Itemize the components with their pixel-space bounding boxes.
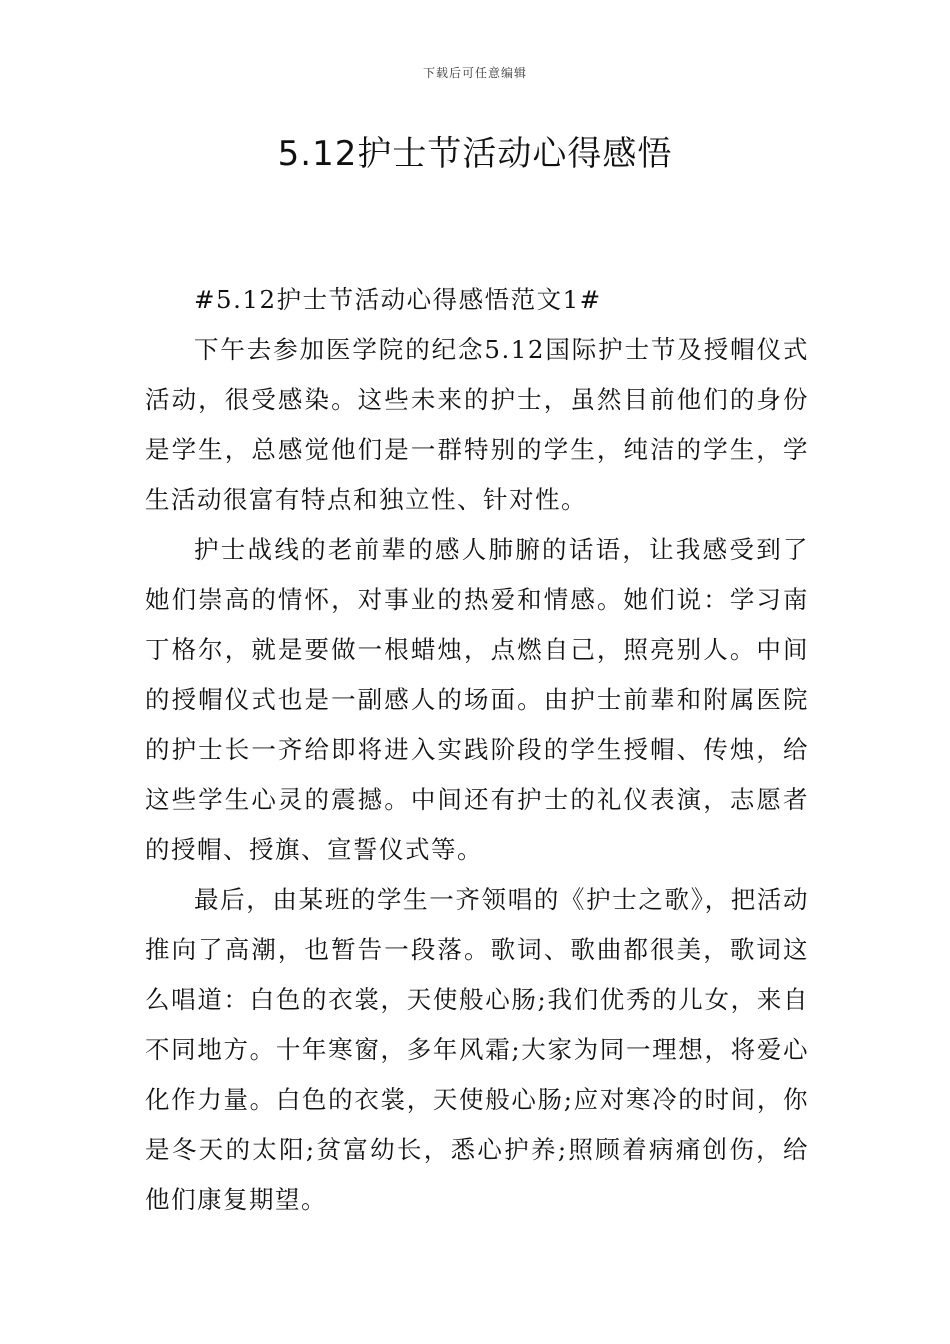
paragraph-2: 护士战线的老前辈的感人肺腑的话语，让我感受到了她们崇高的情怀，对事业的热爱和情感。她们说：学习南丁格尔，就是要做一根蜡烛，点燃自己，照亮别人。中间的授帽仪式也是一副感人的场面。由护士前辈和附属医院的护士长一齐给即将进入实践阶段的学生授帽、传烛，给这些学生心灵的震撼。中间还有护士的礼仪表演，志愿者的授帽、授旗、宣誓仪式等。 [145,535,809,864]
document-title: 5.12护士节活动心得感悟 [277,134,673,174]
section-heading: #5.12护士节活动心得感悟范文1# [194,285,602,314]
header-note: 下载后可任意编辑 [422,66,527,80]
paragraph-3: 最后，由某班的学生一齐领唱的《护士之歌》，把活动推向了高潮，也暂告一段落。歌词、歌曲都很美，歌词这么唱道：白色的衣裳，天使般心肠;我们优秀的儿女，来自不同地方。十年寒窗，多年风霜;大家为同一理想，将爱心化作力量。白色的衣裳，天使般心肠;应对寒冷的时间，你是冬天的太阳;贫富幼长，悉心护养;照顾着病痛创伤，给他们康复期望。 [145,885,809,1214]
document-body [145,275,809,1225]
paragraph-1: 下午去参加医学院的纪念5.12国际护士节及授帽仪式活动，很受感染。这些未来的护士，虽然目前他们的身份是学生，总感觉他们是一群特别的学生，纯洁的学生，学生活动很富有特点和独立性、针对性。 [145,335,809,514]
